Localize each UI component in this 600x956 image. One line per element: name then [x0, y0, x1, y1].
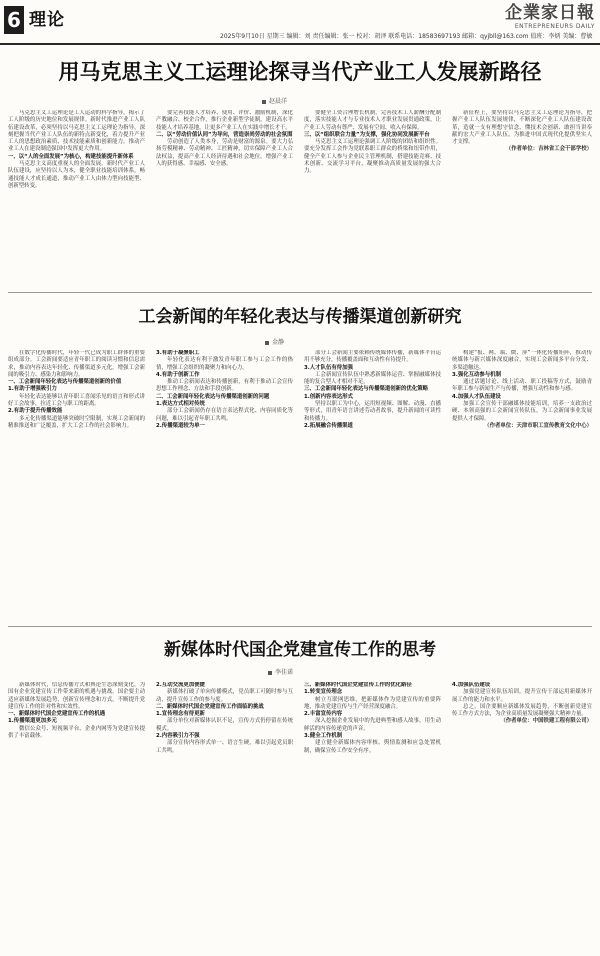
subheading: 2.互动交流更加便捷 [156, 682, 205, 688]
paragraph: 树立互联网思维，把新媒体作为党建宣传的重要阵地，推动党建宣传与生产经营深度融合。 [304, 696, 441, 710]
byline-bullet-icon [268, 671, 272, 675]
author-affiliation: （作者单位：吉林省工会干部学校） [505, 146, 592, 153]
article-2-column-1 [8, 350, 145, 612]
paragraph: 建立健全新媒体内容审核、舆情监测和应急处置机制，确保宣传工作安全有序。 [304, 740, 441, 754]
subheading: 1.创新内容表达形式 [304, 393, 353, 400]
article-3-author: 李佳诺 [275, 669, 294, 676]
paragraph: 构建“报、网、端、微、屏”一体化传播矩阵，推动传统媒体与新兴媒体深度融合，实现工会新闻多平台分发、多渠道触达。 [452, 350, 592, 371]
article-3-column-4 [452, 682, 592, 948]
paragraph: 部分单位对新媒体认识不足，宣传方式仍停留在传统模式。 [156, 718, 293, 732]
paragraph: 部分工会新闻主要依赖传统媒体传播，新媒体平台运用不够充分，传播覆盖面和互动性有待提升。 [304, 350, 441, 364]
subheading: 2.拓展融合传播渠道 [304, 422, 353, 429]
subheading: 2.传播渠道较为单一 [156, 422, 205, 429]
article-1-column-3 [304, 110, 441, 258]
subheading: 一、新媒体时代国企党建宣传工作的机遇 [8, 711, 106, 718]
subheading: 1.有助于增强吸引力 [8, 386, 57, 393]
subheading: 4.加强人才队伍建设 [452, 393, 501, 400]
page-header [0, 0, 600, 44]
subheading: 二、以“劳动价值认同”为导向，营造崇尚劳动的社会氛围 [156, 131, 293, 138]
header-meta: 2025年9月10日 星期三 编辑：刘 责任编辑：张一 校对：胡泽 联系电话：18583697193 邮箱：qyjbll@163.com 值班：李炳 美编：曹敏 [220, 33, 593, 40]
paragraph: 总之，国企要顺应新媒体发展趋势，不断创新党建宣传工作方式方法，为企业高质量发展凝聚强大精神力量。 [452, 703, 592, 718]
subheading: 1.表达方式相对传统 [156, 401, 205, 408]
article-1-column-2 [156, 110, 293, 258]
subheading: 一、工会新闻年轻化表达与传播渠道创新的价值 [8, 379, 122, 386]
subheading: 一、以“人的全面发展”为核心，构建技能提升新体系 [8, 153, 134, 160]
article-2-byline [265, 337, 284, 346]
paragraph: 新征程上，要坚持以马克思主义工运理论为指导，把握产业工人队伍发展规律，不断深化产业工人队伍建设改革，造就一支有理想守信念、懂技术会创新、敢担当讲奉献的宏大产业工人队伍，为推进中国式现代化提供坚实人才支撑。 [452, 110, 592, 146]
paragraph: 劳动创造了人类本身，劳动是财富的源泉。要大力弘扬劳模精神、劳动精神、工匠精神，切实保障产业工人合法权益，提高产业工人经济待遇和社会地位，增强产业工人的获得感、幸福感、安全感。 [156, 139, 293, 168]
section-divider [8, 292, 592, 293]
masthead [480, 3, 595, 31]
paragraph: 加强工会宣传干部融媒体技能培训，培养一支政治过硬、本领高强的工会新闻宣传队伍，为工会新闻事业发展提供人才保障。 [452, 401, 592, 422]
byline-bullet-icon [265, 341, 269, 345]
subheading: 二、新媒体时代国企党建宣传工作面临的挑战 [156, 703, 264, 710]
article-1-column-4 [452, 110, 592, 258]
subheading: 3.强化互动参与机制 [452, 371, 501, 378]
article-3-column-1 [8, 682, 145, 948]
article-2-column-4 [452, 350, 592, 612]
page-number: 6 [4, 6, 24, 34]
paragraph: 要完善技能人才培养、使用、评价、激励机制，深化产教融合、校企合作，推行企业新型学徒制，建设高水平技能人才培养基地，让更多产业工人在实践中增长才干。 [156, 110, 293, 131]
masthead-subtitle: ENTREPRENEURS DAILY [514, 23, 595, 30]
paragraph: 深入挖掘企业发展中的先进典型和感人故事，用生动鲜活的内容传递党的声音。 [304, 718, 441, 732]
section-title: 理论 [29, 10, 65, 30]
subheading: 三、新媒体时代国企党建宣传工作的优化路径 [304, 682, 412, 688]
paragraph: 年轻化表达能够以青年职工喜闻乐见的语言和形式讲好工会故事，拉近工会与职工的距离。 [8, 393, 145, 408]
paragraph: 加强党建宣传队伍培训，提升宣传干部运用新媒体开展工作的能力和水平。 [452, 689, 592, 703]
paragraph: 年轻化表达有利于激发青年职工参与工会工作的热情，增强工会组织的凝聚力和向心力。 [156, 357, 293, 371]
subheading: 二、工会新闻年轻化表达与传播渠道创新的问题 [156, 393, 270, 400]
article-2-author: 金静 [272, 339, 285, 346]
subheading: 2.有助于提升传播效能 [8, 408, 63, 415]
article-1-author: 赵晨洋 [269, 98, 288, 105]
paragraph: 在数字化传播时代，年轻一代已成为职工群体的重要组成部分。工会新闻要适应青年职工的阅读习惯和信息需求，推动内容表达年轻化、传播渠道多元化，增强工会新闻的吸引力、感染力和影响力。 [8, 350, 145, 378]
subheading: 4.有助于创新工作 [156, 371, 200, 378]
subheading: 3.人才队伍有待加强 [304, 364, 353, 371]
subheading: 1.宣传理念有待更新 [156, 711, 205, 718]
subheading: 1.转变宣传理念 [304, 689, 343, 696]
paragraph: 马克思主义工运理论是工人运动的科学指导，揭示了工人阶级的历史地位和发展规律。新时代推进产业工人队伍建设改革，必须坚持以马克思主义工运理论为指导，深刻把握当代产业工人队伍的新特点新变化，着力提升产业工人的思想政治素质、技术技能素质和创新能力，推动产业工人在建设制造强国中发挥更大作用。 [8, 110, 145, 153]
paragraph: 推动工会新闻表达和传播创新，有利于推动工会宣传思想工作理念、方法和手段创新。 [156, 379, 293, 393]
article-1-column-1 [8, 110, 145, 258]
article-3-title: 新媒体时代国企党建宣传工作的思考 [164, 640, 436, 660]
subheading: 三、以“组织联合力量”为支撑，强化协同发展新平台 [304, 131, 430, 138]
subheading: 三、工会新闻年轻化表达与传播渠道创新的优化策略 [304, 386, 428, 393]
article-3-byline [268, 667, 293, 676]
subheading: 2.丰富宣传内容 [304, 711, 343, 718]
article-2-column-3 [304, 350, 441, 612]
article-1-byline [262, 96, 287, 105]
subheading: 3.有助于凝聚职工 [156, 350, 200, 356]
paragraph: 工会新闻宣传队伍中熟悉新媒体运营、掌握融媒体技能的复合型人才相对不足。 [304, 371, 441, 386]
masthead-title: 企業家日報 [505, 3, 595, 23]
author-affiliation: （作者单位：中国铁建工程有限公司） [500, 718, 592, 725]
paragraph: 坚持以职工为中心，运用短视频、图解、动漫、直播等形式，用青年语言讲述劳动者故事，提升新闻的可读性和传播力。 [304, 401, 441, 422]
paragraph: 马克思主义工运理论强调工人阶级的团结和组织性。要充分发挥工会作为党联系职工群众的桥梁和纽带作用，健全产业工人参与企业民主管理机制，搭建技能竞赛、技术创新、交流学习平台，凝聚推动高质量发展的强大合力。 [304, 139, 441, 175]
paragraph: 微信公众号、短视频平台、企业内网等为党建宣传提供了丰富载体。 [8, 725, 145, 740]
subheading: 1.传播渠道更加多元 [8, 718, 57, 725]
author-affiliation: （作者单位：天津市职工宣传教育文化中心） [484, 422, 592, 429]
subheading: 4.加强队伍建设 [452, 682, 491, 688]
paragraph: 部分工会新闻仍存在语言表达程式化、内容同质化等问题，难以引起青年职工共鸣。 [156, 408, 293, 422]
paragraph: 马克思主义高度重视人的全面发展。新时代产业工人队伍建设，应坚持以人为本，健全职业技能培训体系，畅通技能人才成长通道，推动产业工人由体力型向技能型、创新型转变。 [8, 161, 145, 189]
paragraph: 通过话题讨论、线上活动、职工投稿等方式，鼓励青年职工参与新闻生产与传播，增强互动性和参与感。 [452, 379, 592, 393]
header-divider [0, 43, 600, 45]
subheading: 2.内容吸引力不强 [156, 733, 200, 740]
paragraph: 部分宣传内容形式单一、语言生硬，难以引起党员职工共鸣。 [156, 740, 293, 754]
paragraph: 新媒体打破了单向传播模式，党员职工可随时参与互动，提升宣传工作的参与度。 [156, 689, 293, 703]
article-2-title: 工会新闻的年轻化表达与传播渠道创新研究 [138, 307, 462, 327]
paragraph: 新媒体时代，信息传播方式和舆论生态深刻变化，为国有企业党建宣传工作带来新的机遇与挑战。国企要主动适应新媒体发展趋势，创新宣传理念和方式，不断提升党建宣传工作的针对性和实效性。 [8, 682, 145, 710]
subheading: 3.健全工作机制 [304, 733, 343, 740]
section-divider [8, 626, 592, 627]
article-1-title: 用马克思主义工运理论探寻当代产业工人发展新路径 [58, 59, 542, 84]
article-3-column-3 [304, 682, 441, 948]
byline-bullet-icon [262, 100, 266, 104]
article-3-column-2 [156, 682, 293, 948]
article-2-column-2 [156, 350, 293, 612]
paragraph: 要健全工资合理增长机制，完善技术工人薪酬分配制度，落实技能人才与专业技术人才职业发展贯通政策，让产业工人劳动有尊严、发展有空间、收入有保障。 [304, 110, 441, 131]
paragraph: 多元化传播渠道能够突破时空限制，实现工会新闻的精准推送和广泛覆盖，扩大工会工作的社会影响力。 [8, 415, 145, 429]
